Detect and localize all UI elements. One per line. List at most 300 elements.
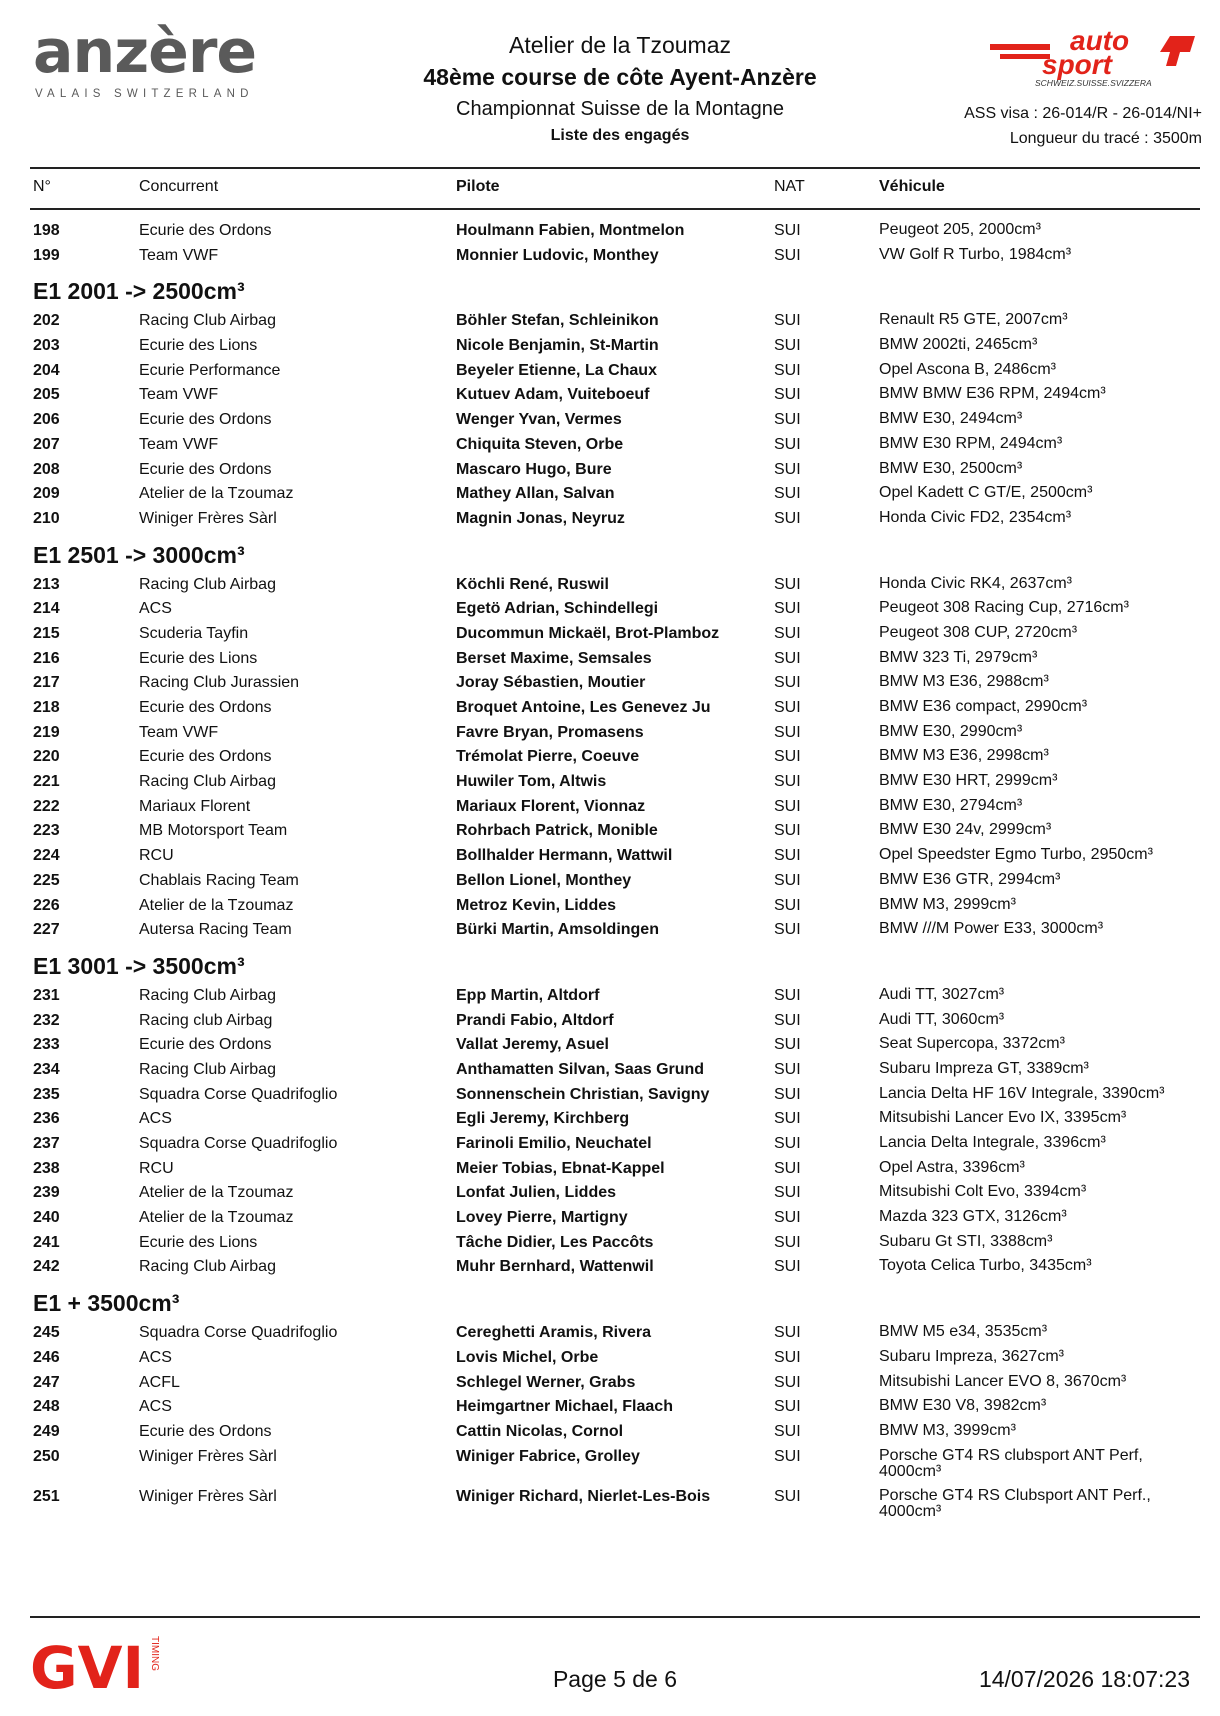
entry-nationality: SUI: [774, 222, 801, 239]
entry-competitor: RCU: [139, 1159, 174, 1177]
entry-vehicle: BMW ///M Power E33, 3000cm³: [879, 920, 1104, 938]
entry-vehicle: BMW M3 E36, 2988cm³: [879, 673, 1049, 691]
entry-driver: Köchli René, Ruswil: [456, 575, 609, 593]
entry-vehicle: BMW E30 HRT, 2999cm³: [879, 772, 1058, 790]
entry-competitor: Ecurie des Lions: [139, 1233, 258, 1251]
document-meta: [964, 101, 1202, 151]
entry-competitor: ACS: [139, 600, 172, 618]
organizer-name: Atelier de la Tzoumaz: [508, 32, 731, 58]
entry-vehicle: Porsche GT4 RS clubsport ANT Perf, 4000cm³: [879, 1446, 1143, 1480]
table-row: [0, 1012, 1220, 1037]
entry-vehicle: Mitsubishi Lancer EVO 8, 3670cm³: [879, 1372, 1127, 1390]
table-row: [0, 1398, 1220, 1423]
entry-competitor: Racing Club Jurassien: [139, 674, 300, 692]
entry-competitor: Team VWF: [139, 246, 219, 264]
entry-nationality: SUI: [774, 748, 801, 766]
entry-driver: Joray Sébastien, Moutier: [456, 674, 646, 692]
entry-vehicle: BMW E30 RPM, 2494cm³: [879, 434, 1063, 452]
entry-competitor: Racing Club Airbag: [139, 986, 276, 1004]
entry-competitor: ACS: [139, 1110, 172, 1128]
entry-competitor: Ecurie des Ordons: [139, 411, 272, 429]
entry-number: 208: [33, 460, 60, 478]
entry-number: 234: [33, 1060, 60, 1078]
entry-driver: Beyeler Etienne, La Chaux: [456, 361, 657, 379]
entry-driver: Monnier Ludovic, Monthey: [456, 246, 659, 264]
entry-driver: Broquet Antoine, Les Genevez Ju: [456, 699, 711, 716]
table-row: [0, 1209, 1220, 1234]
table-row: [0, 798, 1220, 823]
anzere-logo-tagline: VALAIS SWITZERLAND: [35, 88, 254, 100]
entry-vehicle: BMW E30, 2494cm³: [879, 410, 1023, 428]
table-row: [0, 1234, 1220, 1259]
entry-driver: Mathey Allan, Salvan: [456, 485, 615, 503]
entry-nationality: SUI: [774, 485, 801, 503]
entry-nationality: SUI: [774, 649, 801, 667]
entry-driver: Houlmann Fabien, Montmelon: [456, 222, 685, 239]
entry-competitor: Ecurie Performance: [139, 361, 281, 379]
entry-vehicle: BMW E30 24v, 2999cm³: [879, 821, 1052, 839]
table-row: [0, 222, 1220, 247]
table-row: [0, 1423, 1220, 1448]
page-number: Page 5 de 6: [552, 1666, 678, 1692]
entry-driver: Trémolat Pierre, Coeuve: [456, 748, 640, 766]
entry-vehicle: BMW 2002ti, 2465cm³: [879, 336, 1038, 354]
entry-nationality: SUI: [774, 847, 801, 865]
table-row: [0, 724, 1220, 749]
table-row: [0, 1184, 1220, 1209]
entry-vehicle: Seat Supercopa, 3372cm³: [879, 1035, 1065, 1053]
entry-driver: Muhr Bernhard, Wattenwil: [456, 1258, 654, 1276]
entry-competitor: Winiger Frères Sàrl: [139, 1487, 277, 1505]
entry-nationality: SUI: [774, 1398, 801, 1416]
entry-vehicle: Lancia Delta HF 16V Integrale, 3390cm³: [879, 1084, 1165, 1102]
table-row: [0, 1160, 1220, 1185]
entry-number: 198: [33, 222, 60, 239]
entry-driver: Heimgartner Michael, Flaach: [456, 1398, 673, 1416]
entry-competitor: ACS: [139, 1398, 172, 1416]
entry-vehicle: BMW E30, 2990cm³: [879, 722, 1023, 740]
table-row: [0, 1135, 1220, 1160]
table-row: [0, 461, 1220, 486]
entry-driver: Huwiler Tom, Altwis: [456, 773, 607, 791]
entry-number: 225: [33, 871, 60, 889]
entry-driver: Böhler Stefan, Schleinikon: [456, 312, 659, 330]
entry-vehicle: BMW M3, 3999cm³: [879, 1421, 1016, 1439]
entry-nationality: SUI: [774, 435, 801, 453]
entry-vehicle: Mazda 323 GTX, 3126cm³: [879, 1208, 1067, 1226]
entry-driver: Prandi Fabio, Altdorf: [456, 1011, 614, 1029]
entry-nationality: SUI: [774, 361, 801, 379]
entry-competitor: Chablais Racing Team: [139, 871, 299, 889]
table-row: [0, 576, 1220, 601]
column-headers: [0, 178, 1220, 202]
entry-number: 223: [33, 822, 60, 840]
entry-competitor: Mariaux Florent: [139, 797, 251, 815]
entry-driver: Berset Maxime, Semsales: [456, 649, 652, 667]
entry-vehicle: BMW M5 e34, 3535cm³: [879, 1323, 1048, 1341]
entry-number: 248: [33, 1398, 60, 1416]
autosport-logo-graphic: [990, 22, 1200, 88]
entry-driver: Metroz Kevin, Liddes: [456, 896, 617, 914]
entry-competitor: Atelier de la Tzoumaz: [139, 485, 294, 503]
entry-driver: Egetö Adrian, Schindellegi: [456, 600, 659, 618]
entry-competitor: Winiger Frères Sàrl: [139, 1447, 277, 1465]
table-row: [0, 1036, 1220, 1061]
table-row: [0, 600, 1220, 625]
entry-driver: Mascaro Hugo, Bure: [456, 460, 612, 478]
table-row: [0, 386, 1220, 411]
entry-number: 216: [33, 649, 60, 667]
entry-number: 251: [33, 1487, 60, 1505]
entry-number: 233: [33, 1036, 60, 1054]
autosport-logo-line1: auto: [1070, 25, 1130, 56]
entry-vehicle: Audi TT, 3060cm³: [879, 1010, 1005, 1028]
table-row: [0, 847, 1220, 872]
entry-number: 227: [33, 921, 60, 939]
entry-number: 239: [33, 1184, 60, 1202]
entry-nationality: SUI: [774, 1011, 801, 1029]
table-row: [0, 485, 1220, 510]
entry-nationality: SUI: [774, 460, 801, 478]
entry-driver: Nicole Benjamin, St-Martin: [456, 337, 659, 355]
table-row: [0, 773, 1220, 798]
category-heading: E1 3001 -> 3500cm³: [33, 952, 245, 979]
entry-nationality: SUI: [774, 1258, 801, 1276]
entry-number: 203: [33, 337, 60, 355]
entry-driver: Lovey Pierre, Martigny: [456, 1209, 628, 1227]
entry-nationality: SUI: [774, 624, 801, 642]
table-row: [0, 510, 1220, 535]
entry-driver: Bollhalder Hermann, Wattwil: [456, 847, 673, 865]
event-title: 48ème course de côte Ayent-Anzère: [423, 64, 817, 90]
entry-driver: Schlegel Werner, Grabs: [456, 1373, 636, 1391]
entry-vehicle: BMW BMW E36 RPM, 2494cm³: [879, 385, 1106, 403]
table-row: [0, 1258, 1220, 1283]
entry-driver: Vallat Jeremy, Asuel: [456, 1036, 609, 1054]
header-rule: [30, 167, 1200, 169]
table-row: [0, 312, 1220, 337]
entry-nationality: SUI: [774, 871, 801, 889]
entry-vehicle: Opel Kadett C GT/E, 2500cm³: [879, 484, 1093, 502]
gvi-timing-logo: [30, 1628, 160, 1698]
entry-number: 226: [33, 896, 60, 914]
entry-nationality: SUI: [774, 411, 801, 429]
entry-vehicle: BMW M3 E36, 2998cm³: [879, 747, 1049, 765]
entry-nationality: SUI: [774, 1422, 801, 1440]
entry-vehicle: BMW E36 compact, 2990cm³: [879, 698, 1088, 715]
entry-vehicle: Subaru Impreza, 3627cm³: [879, 1347, 1064, 1365]
entry-number: 206: [33, 411, 60, 429]
entry-number: 217: [33, 674, 60, 692]
entry-number: 237: [33, 1135, 60, 1152]
entry-number: 250: [33, 1447, 60, 1465]
entry-nationality: SUI: [774, 699, 801, 716]
entry-number: 235: [33, 1085, 60, 1103]
entry-nationality: SUI: [774, 312, 801, 330]
entry-nationality: SUI: [774, 986, 801, 1004]
column-header-rule: [30, 208, 1200, 210]
col-header-competitor: Concurrent: [139, 178, 219, 195]
col-header-driver: Pilote: [456, 178, 500, 195]
entry-number: 207: [33, 435, 60, 453]
entry-competitor: Squadra Corse Quadrifoglio: [139, 1135, 338, 1152]
table-row: [0, 362, 1220, 387]
entry-competitor: Ecurie des Ordons: [139, 699, 272, 716]
entry-number: 231: [33, 986, 60, 1004]
entry-vehicle: Subaru Gt STI, 3388cm³: [879, 1232, 1053, 1250]
autosport-logo: [990, 22, 1200, 88]
table-row: [0, 411, 1220, 436]
entry-vehicle: BMW M3, 2999cm³: [879, 895, 1016, 913]
entry-driver: Cereghetti Aramis, Rivera: [456, 1324, 652, 1342]
entry-vehicle: Renault R5 GTE, 2007cm³: [879, 311, 1068, 329]
entry-nationality: SUI: [774, 509, 801, 527]
table-row: [0, 625, 1220, 650]
entry-vehicle: Honda Civic FD2, 2354cm³: [879, 508, 1072, 526]
entry-vehicle: Lancia Delta Integrale, 3396cm³: [879, 1134, 1106, 1151]
entry-nationality: SUI: [774, 575, 801, 593]
entry-nationality: SUI: [774, 1060, 801, 1078]
entry-driver: Lovis Michel, Orbe: [456, 1348, 599, 1366]
entry-competitor: Racing Club Airbag: [139, 1060, 276, 1078]
entry-competitor: Ecurie des Ordons: [139, 1036, 272, 1054]
entry-competitor: Team VWF: [139, 435, 219, 453]
entry-driver: Anthamatten Silvan, Saas Grund: [456, 1060, 705, 1078]
entry-competitor: Ecurie des Lions: [139, 649, 258, 667]
entry-nationality: SUI: [774, 337, 801, 355]
table-row: [0, 1448, 1220, 1488]
table-row: [0, 337, 1220, 362]
table-row: [0, 872, 1220, 897]
entry-competitor: Atelier de la Tzoumaz: [139, 1209, 294, 1227]
entry-competitor: Racing Club Airbag: [139, 575, 276, 593]
gvi-logo-text: GVI: [30, 1634, 145, 1698]
entry-nationality: SUI: [774, 1159, 801, 1177]
anzere-logo: [33, 17, 273, 102]
entry-nationality: SUI: [774, 1184, 801, 1202]
entry-nationality: SUI: [774, 921, 801, 939]
entry-competitor: Winiger Frères Sàrl: [139, 509, 277, 527]
entry-nationality: SUI: [774, 1487, 801, 1505]
list-title: Liste des engagés: [550, 127, 690, 144]
entry-list: [0, 222, 1220, 1528]
table-row: [0, 897, 1220, 922]
entry-competitor: Ecurie des Ordons: [139, 460, 272, 478]
entry-competitor: ACFL: [139, 1373, 180, 1391]
col-header-vehicle: Véhicule: [879, 178, 945, 195]
entry-number: 199: [33, 246, 60, 264]
category-heading: E1 2501 -> 3000cm³: [33, 541, 245, 568]
table-row: [0, 987, 1220, 1012]
entry-competitor: ACS: [139, 1348, 172, 1366]
col-header-no: N°: [33, 178, 51, 195]
table-row: [0, 1324, 1220, 1349]
entry-nationality: SUI: [774, 246, 801, 264]
entry-vehicle: VW Golf R Turbo, 1984cm³: [879, 245, 1072, 263]
entry-competitor: Racing Club Airbag: [139, 1258, 276, 1276]
table-row: [0, 1110, 1220, 1135]
entry-nationality: SUI: [774, 1036, 801, 1054]
table-row: [0, 822, 1220, 847]
entry-driver: Ducommun Mickaël, Brot-Plamboz: [456, 624, 720, 642]
entry-nationality: SUI: [774, 896, 801, 914]
autosport-logo-sub: SCHWEIZ.SUISSE.SVIZZERA: [1035, 78, 1152, 88]
table-row: [0, 1086, 1220, 1111]
entry-nationality: SUI: [774, 1348, 801, 1366]
entry-vehicle: BMW E36 GTR, 2994cm³: [879, 870, 1061, 888]
entry-number: 221: [33, 773, 60, 791]
print-timestamp: 14/07/2026 18:07:23: [978, 1666, 1190, 1692]
entry-driver: Epp Martin, Altdorf: [456, 986, 600, 1004]
entry-number: 238: [33, 1159, 60, 1177]
entry-vehicle: Peugeot 308 CUP, 2720cm³: [879, 623, 1078, 641]
entry-nationality: SUI: [774, 1085, 801, 1103]
entry-vehicle: Opel Speedster Egmo Turbo, 2950cm³: [879, 846, 1153, 864]
entry-vehicle: BMW 323 Ti, 2979cm³: [879, 648, 1038, 666]
entry-competitor: Scuderia Tayfin: [139, 624, 249, 642]
entry-nationality: SUI: [774, 1233, 801, 1251]
entry-nationality: SUI: [774, 797, 801, 815]
entry-driver: Favre Bryan, Promasens: [456, 723, 644, 741]
entry-competitor: Ecurie des Ordons: [139, 1422, 272, 1440]
table-row: [0, 1061, 1220, 1086]
entry-driver: Kutuev Adam, Vuiteboeuf: [456, 386, 650, 404]
entry-nationality: SUI: [774, 1324, 801, 1342]
entry-competitor: Racing club Airbag: [139, 1011, 273, 1029]
table-row: [0, 1374, 1220, 1399]
entry-competitor: Squadra Corse Quadrifoglio: [139, 1324, 338, 1342]
entry-number: 209: [33, 485, 60, 503]
entry-driver: Cattin Nicolas, Cornol: [456, 1422, 624, 1440]
col-header-nat: NAT: [774, 178, 805, 195]
entry-number: 219: [33, 723, 60, 741]
entry-number: 249: [33, 1422, 60, 1440]
entry-driver: Wenger Yvan, Vermes: [456, 411, 622, 429]
entry-competitor: Racing Club Airbag: [139, 312, 276, 330]
entry-driver: Egli Jeremy, Kirchberg: [456, 1110, 630, 1128]
entry-nationality: SUI: [774, 1373, 801, 1391]
entry-vehicle: Audi TT, 3027cm³: [879, 985, 1005, 1003]
category-heading: E1 2001 -> 2500cm³: [33, 278, 245, 305]
entry-number: 247: [33, 1373, 60, 1391]
entry-number: 245: [33, 1324, 60, 1342]
entry-competitor: Ecurie des Ordons: [139, 748, 272, 766]
entry-vehicle: Subaru Impreza GT, 3389cm³: [879, 1059, 1089, 1077]
entry-nationality: SUI: [774, 600, 801, 618]
footer-rule: [30, 1616, 1200, 1618]
entry-driver: Lonfat Julien, Liddes: [456, 1184, 617, 1202]
entry-vehicle: Toyota Celica Turbo, 3435cm³: [879, 1257, 1092, 1275]
entry-driver: Farinoli Emilio, Neuchatel: [456, 1135, 652, 1152]
entry-number: 241: [33, 1233, 60, 1251]
entry-number: 224: [33, 847, 60, 865]
gvi-logo-sub: TIMING: [149, 1636, 160, 1671]
entry-driver: Rohrbach Patrick, Monible: [456, 822, 658, 840]
entry-vehicle: Peugeot 205, 2000cm³: [879, 221, 1041, 238]
entry-vehicle: Mitsubishi Colt Evo, 3394cm³: [879, 1183, 1087, 1201]
entry-driver: Winiger Richard, Nierlet-Les-Bois: [456, 1487, 711, 1505]
track-length: Longueur du tracé : 3500m: [1009, 130, 1202, 147]
entry-number: 240: [33, 1209, 60, 1227]
entry-nationality: SUI: [774, 674, 801, 692]
entry-vehicle: Opel Astra, 3396cm³: [879, 1158, 1025, 1176]
entry-vehicle: Honda Civic RK4, 2637cm³: [879, 574, 1072, 592]
entry-number: 220: [33, 748, 60, 766]
entry-nationality: SUI: [774, 1209, 801, 1227]
entry-driver: Bellon Lionel, Monthey: [456, 871, 632, 889]
table-row: [0, 699, 1220, 724]
gvi-timing-logo-graphic: [30, 1628, 160, 1698]
entry-competitor: RCU: [139, 847, 174, 865]
entry-competitor: Atelier de la Tzoumaz: [139, 1184, 294, 1202]
entry-nationality: SUI: [774, 773, 801, 791]
autosport-logo-line2: sport: [1042, 49, 1112, 80]
entry-competitor: Squadra Corse Quadrifoglio: [139, 1085, 338, 1103]
entry-competitor: Team VWF: [139, 386, 219, 404]
entry-nationality: SUI: [774, 386, 801, 404]
entry-number: 236: [33, 1110, 60, 1128]
table-row: [0, 1488, 1220, 1528]
entry-driver: Tâche Didier, Les Paccôts: [456, 1233, 654, 1251]
entry-number: 204: [33, 361, 60, 379]
entry-number: 218: [33, 699, 60, 716]
entry-competitor: Team VWF: [139, 723, 219, 741]
entry-vehicle: BMW E30 V8, 3982cm³: [879, 1397, 1047, 1415]
table-row: [0, 247, 1220, 272]
entry-number: 210: [33, 509, 60, 527]
entry-driver: Meier Tobias, Ebnat-Kappel: [456, 1159, 665, 1177]
entry-driver: Sonnenschein Christian, Savigny: [456, 1085, 710, 1103]
anzere-logo-word: anzère: [33, 17, 257, 87]
entry-competitor: Autersa Racing Team: [139, 921, 292, 939]
entry-number: 214: [33, 600, 60, 618]
entry-driver: Chiquita Steven, Orbe: [456, 435, 624, 453]
entry-driver: Magnin Jonas, Neyruz: [456, 509, 625, 527]
entry-vehicle: Mitsubishi Lancer Evo IX, 3395cm³: [879, 1109, 1127, 1127]
entry-number: 242: [33, 1258, 60, 1276]
entry-number: 202: [33, 312, 60, 330]
entry-vehicle: Porsche GT4 RS Clubsport ANT Perf., 4000cm³: [879, 1486, 1151, 1520]
entry-number: 213: [33, 575, 60, 593]
entry-number: 232: [33, 1011, 60, 1029]
entry-vehicle: BMW E30, 2794cm³: [879, 796, 1023, 814]
table-row: [0, 650, 1220, 675]
entry-number: 246: [33, 1348, 60, 1366]
table-row: [0, 674, 1220, 699]
championship-name: Championnat Suisse de la Montagne: [456, 98, 784, 120]
entry-competitor: Atelier de la Tzoumaz: [139, 896, 294, 914]
entry-nationality: SUI: [774, 1135, 801, 1152]
entry-driver: Winiger Fabrice, Grolley: [456, 1447, 640, 1465]
table-row: [0, 921, 1220, 946]
entry-nationality: SUI: [774, 1110, 801, 1128]
entry-competitor: MB Motorsport Team: [139, 822, 288, 840]
entry-competitor: Racing Club Airbag: [139, 773, 276, 791]
entry-vehicle: Peugeot 308 Racing Cup, 2716cm³: [879, 599, 1129, 617]
document-header: [360, 30, 880, 148]
entry-nationality: SUI: [774, 1447, 801, 1465]
visa-number: ASS visa : 26-014/R - 26-014/NI+: [964, 105, 1202, 122]
entry-nationality: SUI: [774, 723, 801, 741]
category-heading: E1 + 3500cm³: [33, 1290, 180, 1317]
entry-driver: Mariaux Florent, Vionnaz: [456, 797, 646, 815]
entry-vehicle: Opel Ascona B, 2486cm³: [879, 360, 1056, 378]
entry-number: 215: [33, 624, 60, 642]
entry-competitor: Ecurie des Lions: [139, 337, 258, 355]
table-row: [0, 748, 1220, 773]
entry-number: 222: [33, 797, 60, 815]
entry-number: 205: [33, 386, 60, 404]
